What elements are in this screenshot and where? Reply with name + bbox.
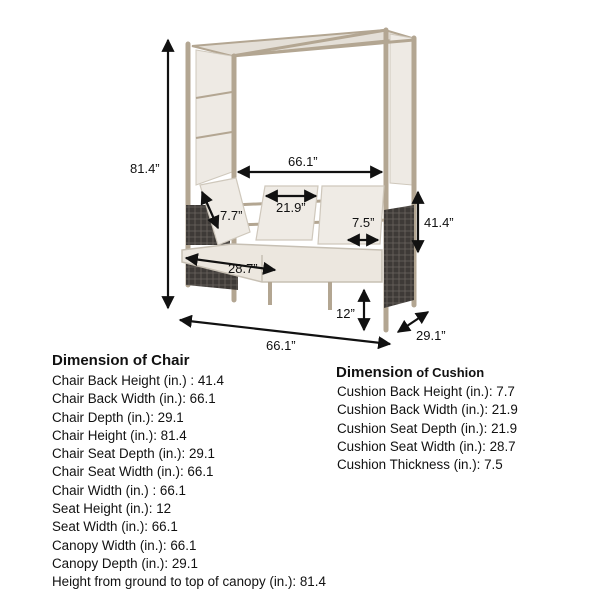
label-overall-width: 66.1” (266, 338, 296, 353)
spec-item: Chair Back Height (in.) : 41.4 (52, 373, 224, 388)
label-depth: 29.1” (416, 328, 446, 343)
cushion-heading-main: Dimension (336, 364, 413, 381)
spec-item: Height from ground to top of canopy (in.): 81.4 (52, 574, 326, 590)
spec-item: Chair Back Width (in.): 66.1 (52, 391, 216, 407)
label-back-height: 41.4” (424, 215, 454, 230)
label-seat-width: 28.7” (228, 261, 258, 276)
spec-item: Chair Seat Width (in.): 66.1 (52, 464, 214, 480)
spec-item: Chair Depth (in.): 29.1 (52, 409, 184, 425)
spec-item: Cushion Back Width (in.): 21.9 (337, 402, 518, 418)
label-cushion-thickness: 7.5” (352, 215, 375, 230)
label-seat-height: 12” (336, 306, 355, 321)
chair-heading: Dimension of Chair (52, 352, 190, 369)
cushion-heading-rest: of Cushion (412, 365, 485, 380)
chair-spec-list (52, 372, 326, 592)
label-cushion-back-height: 7.7” (220, 208, 243, 223)
spec-item: Cushion Seat Depth (in.): 21.9 (337, 420, 518, 436)
cushion-heading (336, 364, 484, 381)
spec-item: Seat Height (in.): 12 (52, 501, 172, 517)
spec-item: Cushion Thickness (in.): 7.5 (337, 457, 503, 473)
label-total-height: 81.4” (130, 161, 160, 176)
label-back-width: 66.1” (288, 154, 318, 169)
label-cushion-back-width: 21.9” (276, 200, 306, 215)
spec-item: Chair Width (in.) : 66.1 (52, 482, 186, 498)
spec-item: Canopy Width (in.): 66.1 (52, 537, 197, 553)
right-arm-wicker (384, 205, 414, 308)
cushion-spec-list (337, 383, 518, 474)
spec-item: Cushion Back Height (in.): 7.7 (337, 384, 515, 399)
spec-item: Cushion Seat Width (in.): 28.7 (337, 438, 516, 454)
spec-item: Canopy Depth (in.): 29.1 (52, 555, 198, 571)
spec-item: Chair Seat Depth (in.): 29.1 (52, 446, 216, 462)
spec-item: Seat Width (in.): 66.1 (52, 519, 178, 535)
canopy-side-curtain (196, 50, 232, 185)
spec-item: Chair Height (in.): 81.4 (52, 427, 187, 443)
canopy-front-curtain (390, 34, 412, 185)
